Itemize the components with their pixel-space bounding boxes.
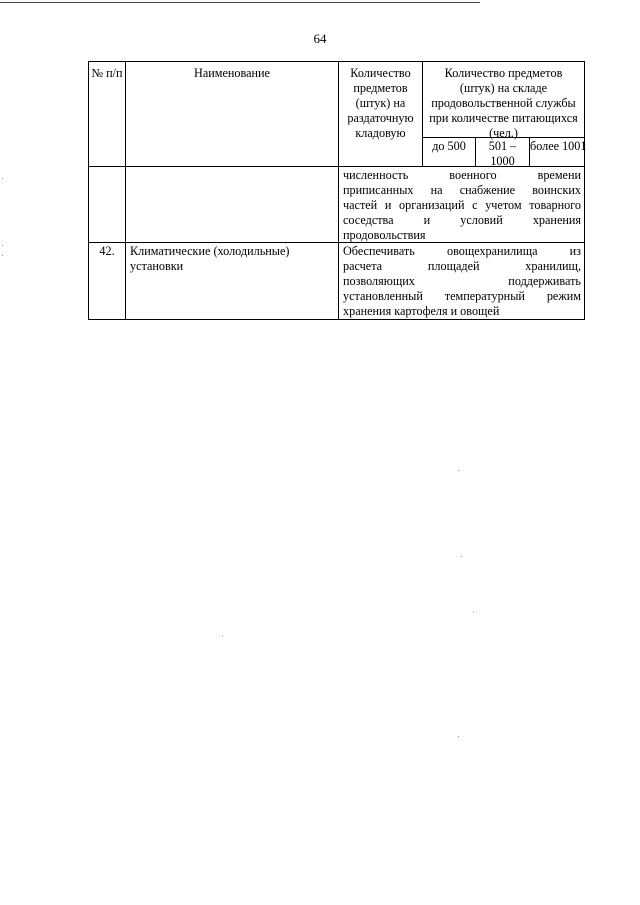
row-2-desc-line: расчета площадей хранилищ, (343, 259, 581, 273)
subheader-over-1001 (530, 139, 586, 154)
scan-speck (222, 636, 223, 637)
header-qty-warehouse (421, 66, 586, 141)
header-name (126, 66, 338, 81)
subheader-up-to-500-text: до 500 (432, 139, 466, 153)
row-1-desc-line: численность военного времени (343, 168, 581, 182)
header-qty-pantry-line: раздаточную (347, 111, 414, 125)
table-border-bottom (88, 319, 585, 320)
header-name-text: Наименование (194, 66, 270, 80)
scan-speck (2, 255, 3, 256)
page-number: 64 (313, 31, 327, 46)
row-1-desc-line: соседства и условий хранения (343, 213, 581, 227)
row-2-name-line: установки (130, 259, 184, 273)
header-qty-warehouse-line: Количество предметов (444, 66, 563, 80)
header-qty-pantry (339, 66, 422, 141)
scan-speck (458, 736, 459, 737)
header-num (88, 66, 126, 81)
column-rule-1 (125, 61, 126, 320)
header-qty-warehouse-line: (чел.) (489, 126, 518, 140)
header-qty-pantry-line: Количество (350, 66, 411, 80)
header-num-text: № п/п (91, 66, 123, 80)
scan-top-edge-line (0, 2, 480, 3)
row-1-desc-line: частей и организаций с учетом товарного (343, 198, 581, 212)
subheader-501-1000 (476, 139, 529, 169)
row-2-num-text: 42. (99, 244, 115, 258)
scan-speck (2, 178, 3, 179)
table-border-top (88, 61, 585, 62)
row-1-desc (343, 168, 581, 243)
row-1-desc-line: продовольствия (343, 228, 426, 242)
subheader-up-to-500 (423, 139, 475, 154)
header-qty-pantry-line: предметов (353, 81, 408, 95)
header-qty-pantry-line: (штук) на (355, 96, 406, 110)
row-2-desc-line: позволяющих поддерживать (343, 274, 581, 288)
row-2-desc-line: Обеспечивать овощехранилища из (343, 244, 581, 258)
header-qty-warehouse-line: при количестве питающихся (429, 111, 578, 125)
row-2-desc-line: установленный температурный режим (343, 289, 581, 303)
row-2-num (88, 244, 126, 259)
row-2-desc-line: хранения картофеля и овощей (343, 304, 500, 318)
subheader-501-1000-line: 1000 (490, 154, 515, 168)
row-2-name (130, 244, 335, 274)
scan-speck (473, 612, 474, 613)
subheader-501-1000-line: 501 – (488, 139, 517, 153)
table-border-left (88, 61, 89, 320)
subheader-over-1001-text: более 1001 (530, 139, 587, 153)
header-qty-pantry-line: кладовую (355, 126, 406, 140)
row-2-desc (343, 244, 581, 319)
row-2-name-line: Климатические (холодильные) (130, 244, 290, 258)
scan-speck (2, 245, 3, 246)
row-1-desc-line: приписанных на снабжение воинских (343, 183, 581, 197)
scan-speck (458, 470, 459, 471)
header-qty-warehouse-line: продовольственной службы (431, 96, 576, 110)
header-qty-warehouse-line: (штук) на складе (459, 81, 548, 95)
scan-speck (461, 556, 462, 557)
